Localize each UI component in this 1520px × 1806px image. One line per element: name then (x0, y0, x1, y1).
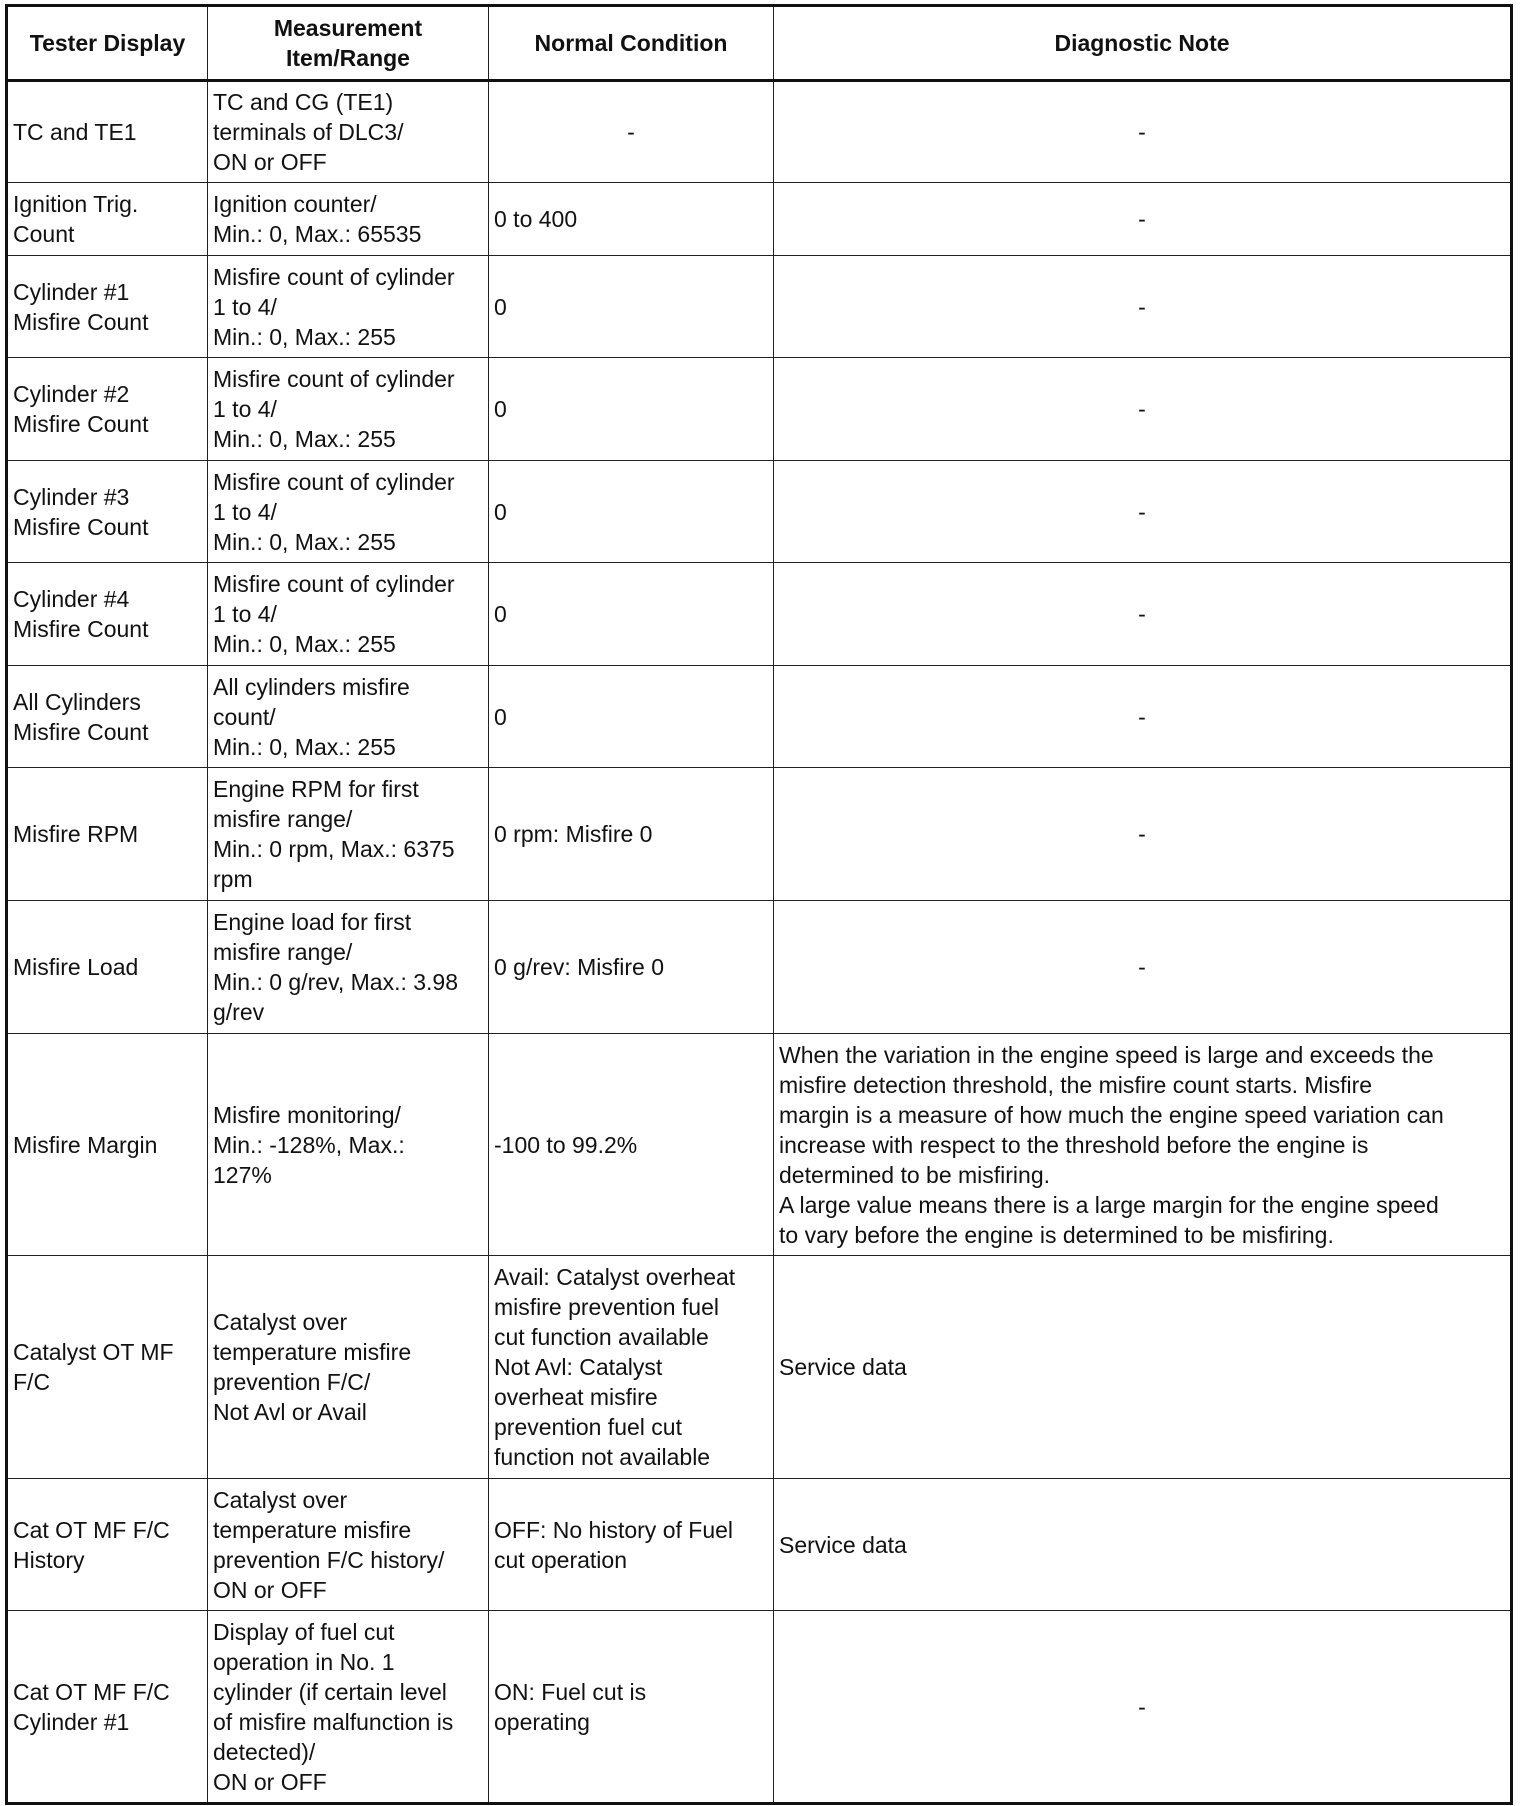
header-measurement-item-range: Measurement Item/Range (208, 6, 489, 81)
cell-tester-display: Cylinder #2 Misfire Count (7, 358, 208, 461)
cell-diagnostic-note: - (774, 183, 1512, 256)
cell-normal-condition: 0 (489, 666, 774, 768)
table-row (7, 1479, 1512, 1611)
cell-measurement: Misfire count of cylinder 1 to 4/ Min.: 0, Max.: 255 (208, 256, 489, 358)
table-row (7, 666, 1512, 768)
cell-diagnostic-note: - (774, 461, 1512, 563)
cell-normal-condition: 0 g/rev: Misfire 0 (489, 901, 774, 1034)
cell-tester-display: TC and TE1 (7, 81, 208, 183)
cell-diagnostic-note: When the variation in the engine speed is large and exceeds the misfire detection threshold, the misfire count starts. Misfire margin is a measure of how much the engine speed variation can increase with respect to the threshold before the engine is determined to be misfiring. A large value means there is a large margin for the engine speed to vary before the engine is determined to be misfiring. (774, 1034, 1512, 1256)
cell-measurement: Misfire count of cylinder 1 to 4/ Min.: 0, Max.: 255 (208, 461, 489, 563)
cell-diagnostic-note: - (774, 1611, 1512, 1804)
table-row (7, 1034, 1512, 1256)
table-row (7, 1611, 1512, 1804)
cell-normal-condition: -100 to 99.2% (489, 1034, 774, 1256)
table-row (7, 563, 1512, 666)
cell-tester-display: Misfire Load (7, 901, 208, 1034)
table-row (7, 256, 1512, 358)
cell-tester-display: Cat OT MF F/C History (7, 1479, 208, 1611)
cell-normal-condition: Avail: Catalyst overheat misfire prevention fuel cut function available Not Avl: Catalyst overheat misfire prevention fuel cut function not available (489, 1256, 774, 1479)
cell-tester-display: Cat OT MF F/C Cylinder #1 (7, 1611, 208, 1804)
cell-diagnostic-note: - (774, 81, 1512, 183)
cell-normal-condition: 0 (489, 256, 774, 358)
table-row (7, 183, 1512, 256)
cell-measurement: Display of fuel cut operation in No. 1 cylinder (if certain level of misfire malfunction is detected)/ ON or OFF (208, 1611, 489, 1804)
cell-tester-display: Cylinder #1 Misfire Count (7, 256, 208, 358)
cell-measurement: Ignition counter/ Min.: 0, Max.: 65535 (208, 183, 489, 256)
cell-diagnostic-note: - (774, 563, 1512, 666)
header-diagnostic-note: Diagnostic Note (774, 6, 1512, 81)
cell-measurement: Catalyst over temperature misfire prevention F/C/ Not Avl or Avail (208, 1256, 489, 1479)
cell-measurement: All cylinders misfire count/ Min.: 0, Max.: 255 (208, 666, 489, 768)
table-header-row (7, 6, 1512, 81)
cell-normal-condition: - (489, 81, 774, 183)
table-row (7, 768, 1512, 901)
cell-measurement: Misfire count of cylinder 1 to 4/ Min.: 0, Max.: 255 (208, 563, 489, 666)
cell-diagnostic-note: - (774, 358, 1512, 461)
table-row (7, 358, 1512, 461)
cell-measurement: TC and CG (TE1) terminals of DLC3/ ON or OFF (208, 81, 489, 183)
header-normal-condition: Normal Condition (489, 6, 774, 81)
cell-diagnostic-note: - (774, 666, 1512, 768)
cell-measurement: Engine RPM for first misfire range/ Min.: 0 rpm, Max.: 6375 rpm (208, 768, 489, 901)
cell-measurement: Misfire monitoring/ Min.: -128%, Max.: 127% (208, 1034, 489, 1256)
cell-measurement: Misfire count of cylinder 1 to 4/ Min.: 0, Max.: 255 (208, 358, 489, 461)
cell-diagnostic-note: Service data (774, 1256, 1512, 1479)
cell-tester-display: Misfire RPM (7, 768, 208, 901)
cell-measurement: Engine load for first misfire range/ Min.: 0 g/rev, Max.: 3.98 g/rev (208, 901, 489, 1034)
tester-data-table (5, 4, 1513, 1805)
cell-normal-condition: 0 (489, 358, 774, 461)
cell-normal-condition: 0 rpm: Misfire 0 (489, 768, 774, 901)
table-row (7, 461, 1512, 563)
cell-tester-display: Catalyst OT MF F/C (7, 1256, 208, 1479)
cell-normal-condition: ON: Fuel cut is operating (489, 1611, 774, 1804)
cell-tester-display: Cylinder #3 Misfire Count (7, 461, 208, 563)
cell-tester-display: Ignition Trig. Count (7, 183, 208, 256)
cell-normal-condition: OFF: No history of Fuel cut operation (489, 1479, 774, 1611)
cell-tester-display: All Cylinders Misfire Count (7, 666, 208, 768)
cell-tester-display: Cylinder #4 Misfire Count (7, 563, 208, 666)
cell-normal-condition: 0 (489, 563, 774, 666)
cell-diagnostic-note: - (774, 768, 1512, 901)
table-row (7, 1256, 1512, 1479)
cell-diagnostic-note: - (774, 256, 1512, 358)
cell-measurement: Catalyst over temperature misfire prevention F/C history/ ON or OFF (208, 1479, 489, 1611)
table-row (7, 901, 1512, 1034)
cell-diagnostic-note: Service data (774, 1479, 1512, 1611)
cell-normal-condition: 0 to 400 (489, 183, 774, 256)
table-row (7, 81, 1512, 183)
cell-normal-condition: 0 (489, 461, 774, 563)
header-tester-display: Tester Display (7, 6, 208, 81)
cell-tester-display: Misfire Margin (7, 1034, 208, 1256)
cell-diagnostic-note: - (774, 901, 1512, 1034)
